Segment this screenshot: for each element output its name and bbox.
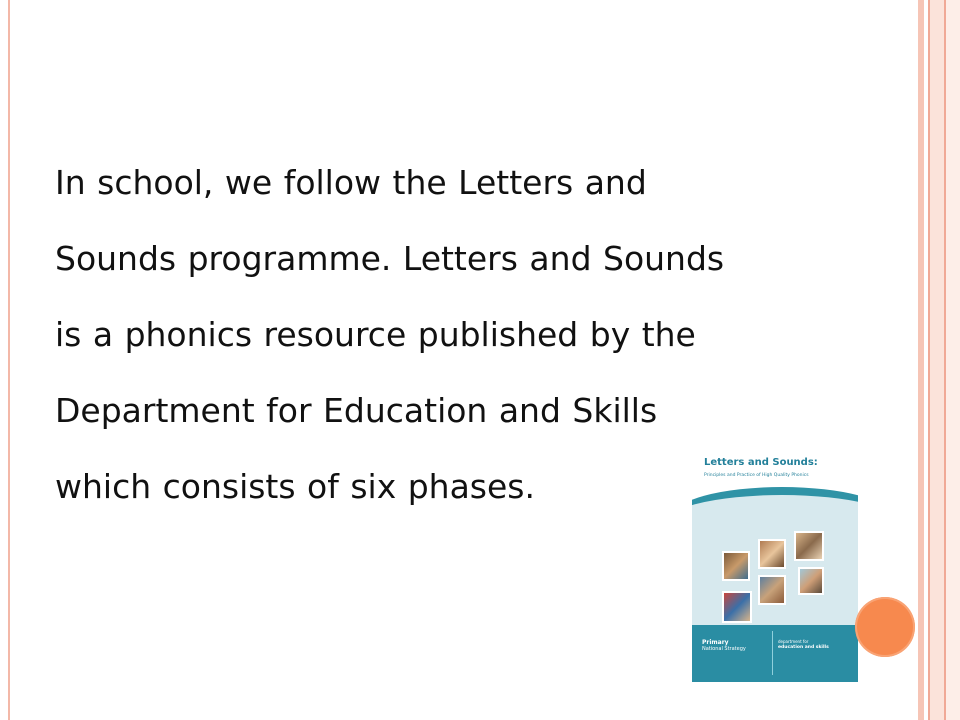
cover-department-line: department for	[778, 639, 809, 644]
cover-department	[778, 639, 829, 650]
cover-subtitle: Principles and Practice of High Quality Phonics	[704, 473, 809, 478]
text-line: Sounds programme. Letters and Sounds	[55, 239, 725, 278]
left-border-line	[8, 0, 10, 720]
cover-photo	[758, 575, 786, 605]
cover-series-sub: National Strategy	[702, 646, 746, 652]
right-decorative-band	[918, 0, 960, 720]
orange-circle-decoration	[855, 597, 915, 657]
cover-title: Letters and Sounds:	[704, 457, 818, 468]
cover-divider	[772, 631, 773, 675]
cover-photo	[794, 531, 824, 561]
text-line: is a phonics resource published by the	[55, 315, 696, 354]
cover-bottom-band	[692, 625, 858, 682]
cover-photo	[758, 539, 786, 569]
cover-series-label: Primary	[702, 639, 729, 646]
cover-photo	[798, 567, 824, 595]
text-line: which consists of six phases.	[55, 467, 535, 506]
cover-photo	[722, 551, 750, 581]
text-line: In school, we follow the Letters and	[55, 163, 647, 202]
cover-photo	[722, 591, 752, 623]
book-cover-image	[692, 447, 858, 682]
cover-department-line: education and skills	[778, 645, 829, 650]
text-line: Department for Education and Skills	[55, 391, 658, 430]
